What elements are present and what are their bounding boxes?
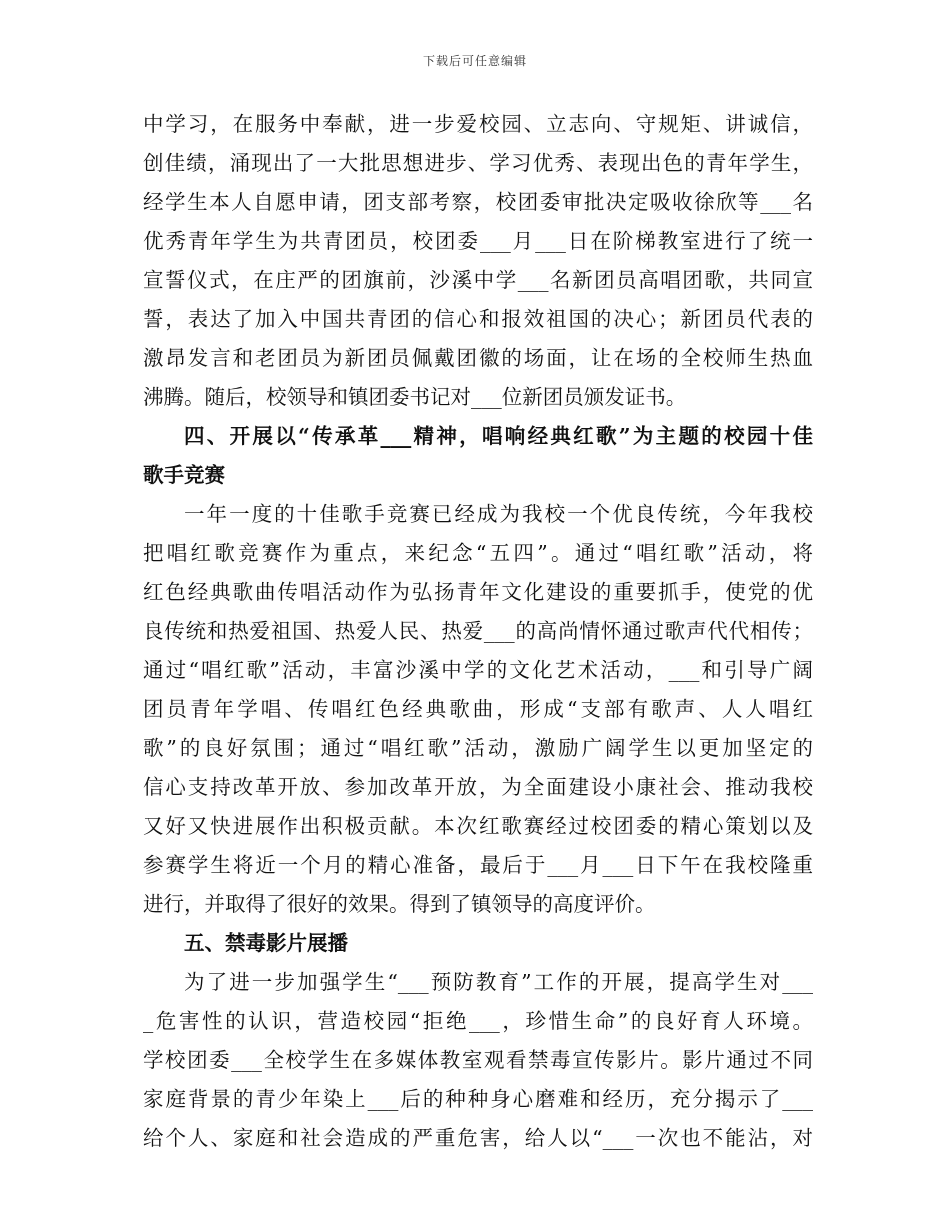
paragraph-line: 家庭背景的青少年染上___后的种种身心磨难和经历，充分揭示了___ <box>143 1087 813 1111</box>
section-heading: 五、禁毒影片展播 <box>184 931 348 955</box>
paragraph-line: 激昂发言和老团员为新团员佩戴团徽的场面，让在场的全校师生热血 <box>143 346 813 370</box>
paragraph-line: 又好又快进展作出积极贡献。本次红歌赛经过校团委的精心策划以及 <box>143 814 813 838</box>
page-header: 下载后可任意编辑 <box>422 54 527 68</box>
section-heading: 歌手竞赛 <box>143 463 225 487</box>
paragraph-line: 进行，并取得了很好的效果。得到了镇领导的高度评价。 <box>143 892 656 916</box>
paragraph-line: 誓，表达了加入中国共青团的信心和报效祖国的决心；新团员代表的 <box>143 307 813 331</box>
paragraph-line: 团员青年学唱、传唱红色经典歌曲，形成“支部有歌声、人人唱红 <box>143 697 813 721</box>
section-heading: 四、开展以“传承革___精神，唱响经典红歌”为主题的校园十佳 <box>184 424 813 448</box>
paragraph-line: 宣誓仪式，在庄严的团旗前，沙溪中学___名新团员高唱团歌，共同宣 <box>143 268 813 292</box>
paragraph-line: 良传统和热爱祖国、热爱人民、热爱___的高尚情怀通过歌声代代相传； <box>143 619 813 643</box>
paragraph-line: 红色经典歌曲传唱活动作为弘扬青年文化建设的重要抓手，使党的优 <box>143 580 813 604</box>
document-body <box>143 105 813 1158</box>
paragraph-line: 信心支持改革开放、参加改革开放，为全面建设小康社会、推动我校 <box>143 775 813 799</box>
paragraph-line: 沸腾。随后，校领导和镇团委书记对___位新团员颁发证书。 <box>143 385 687 409</box>
paragraph-line: 一年一度的十佳歌手竞赛已经成为我校一个优良传统，今年我校 <box>184 502 813 526</box>
paragraph-line: 把唱红歌竞赛作为重点，来纪念“五四”。通过“唱红歌”活动，将 <box>143 541 813 565</box>
paragraph-line: 参赛学生将近一个月的精心准备，最后于___月___日下午在我校隆重 <box>143 853 813 877</box>
paragraph-line: 为了进一步加强学生“___预防教育”工作的开展，提高学生对___ <box>184 970 813 994</box>
paragraph-line: 给个人、家庭和社会造成的严重危害，给人以“___一次也不能沾，对 <box>143 1126 813 1150</box>
paragraph-line: 歌”的良好氛围；通过“唱红歌”活动，激励广阔学生以更加坚定的 <box>143 736 813 760</box>
paragraph-line: 优秀青年学生为共青团员，校团委___月___日在阶梯教室进行了统一 <box>143 229 813 253</box>
paragraph-line: 中学习，在服务中奉献，进一步爱校园、立志向、守规矩、讲诚信， <box>143 112 813 136</box>
paragraph-line: _危害性的认识，营造校园“拒绝___，珍惜生命”的良好育人环境。 <box>143 1009 813 1033</box>
paragraph-line: 经学生本人自愿申请，团支部考察，校团委审批决定吸收徐欣等___名 <box>143 190 813 214</box>
paragraph-line: 通过“唱红歌”活动，丰富沙溪中学的文化艺术活动，___和引导广阔 <box>143 658 813 682</box>
paragraph-line: 创佳绩，涌现出了一大批思想进步、学习优秀、表现出色的青年学生， <box>143 151 813 175</box>
paragraph-line: 学校团委___全校学生在多媒体教室观看禁毒宣传影片。影片通过不同 <box>143 1048 813 1072</box>
